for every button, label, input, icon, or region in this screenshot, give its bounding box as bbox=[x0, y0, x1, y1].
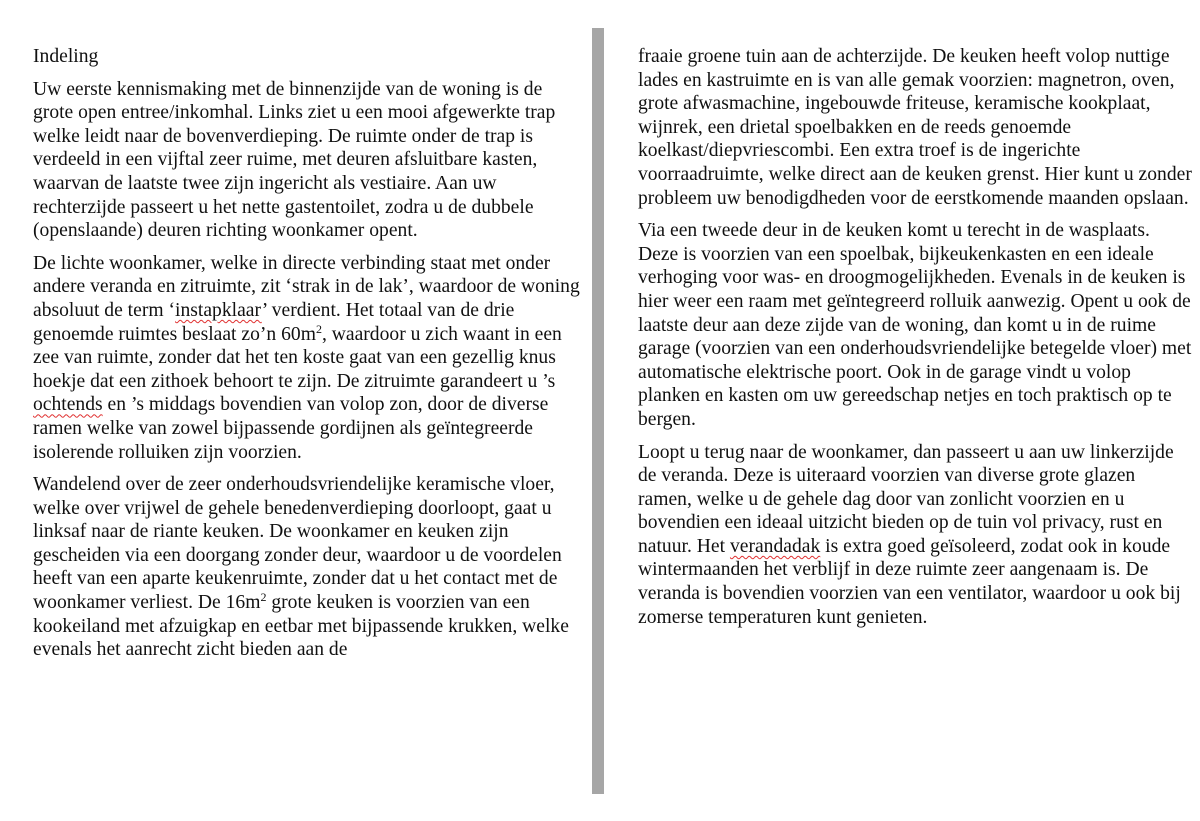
paragraph-veranda bbox=[638, 441, 1193, 630]
column-gap-bar bbox=[592, 28, 604, 794]
text-run: ’ verdient. Het totaal van de drie genoemde ruimtes beslaat zo’n 60m bbox=[33, 299, 515, 345]
paragraph-keuken-vervolg: fraaie groene tuin aan de achterzijde. De keuken heeft volop nuttige lades en kastruimte en is van alle gemak voorzien: magnetron, oven, grote afwasmachine, ingebouwde friteuse, keramische kookplaat, wijnrek, een drietal spoelbakken en de reeds genoemde koelkast/diepvriescombi. Een extra troef is de ingerichte voorraadruimte, welke direct aan de keuken grenst. Hier kunt u zonder probleem uw benodigdheden voor de eerstkomende maanden opslaan. bbox=[638, 46, 1192, 209]
text-run: Wandelend over de zeer onderhoudsvriendelijke keramische vloer, welke over vrijwel de gehele benedenverdieping doorloopt, gaat u linksaf naar de riante keuken. De woonkamer en keuken zijn gescheiden via een doorgang zonder deur, waardoor u de voordelen heeft van een aparte keukenruimte, zonder dat u het contact met de woonkamer verliest. De 16m bbox=[33, 474, 562, 614]
text-run: en ’s middags bovendien van volop zon, door de diverse ramen welke van zowel bijpassende gordijnen als geïntegreerde isolerende rolluiken zijn voorzien. bbox=[33, 394, 549, 463]
left-column bbox=[33, 0, 583, 662]
spellcheck-word-ochtends: ochtends bbox=[33, 394, 103, 416]
text-run: is extra goed geïsoleerd, zodat ook in koude wintermaanden het verblijf in deze ruimte zeer aangenaam is. De veranda is bovendien voorzien van een ventilator, waardoor u ook bij zomerse temperaturen kunt genieten. bbox=[638, 535, 1181, 628]
text-run: De lichte woonkamer, welke in directe verbinding staat met onder andere veranda en zitruimte, zit ‘strak in de lak’, waardoor de woning absoluut de term ‘ bbox=[33, 252, 580, 321]
paragraph-woonkamer bbox=[33, 252, 583, 464]
spellcheck-word-instapklaar: instapklaar bbox=[175, 299, 262, 321]
section-heading: Indeling bbox=[33, 46, 99, 67]
superscript: 2 bbox=[315, 321, 322, 336]
superscript: 2 bbox=[260, 590, 267, 605]
text-run: grote keuken is voorzien van een kookeiland met afzuigkap en eetbar met bijpassende krukken, welke evenals het aanrecht zicht bieden aan de bbox=[33, 592, 569, 661]
paragraph-keuken bbox=[33, 473, 583, 662]
text-run: Loopt u terug naar de woonkamer, dan passeert u aan uw linkerzijde de veranda. Deze is uiteraard voorzien van diverse grote glazen ramen, welke u de gehele dag door van zonlicht voorzien en u bovendien een ideaal uitzicht bieden op de tuin vol privacy, rust en natuur. Het bbox=[638, 441, 1174, 557]
paragraph-wasplaats-garage: Via een tweede deur in de keuken komt u terecht in de wasplaats. Deze is voorzien van een spoelbak, bijkeukenkasten en een ideale verhoging voor was- en droogmogelijkheden. Evenals in de keuken is hier weer een raam met geïntegreerd rolluik aanwezig. Opent u ook de laatste deur aan deze zijde van de woning, dan komt u in de ruime garage (voorzien van een onderhoudsvriendelijke betegelde vloer) met automatische elektrische poort. Ook in de garage vindt u volop planken en kasten om uw gereedschap netjes en toch praktisch op te bergen. bbox=[638, 220, 1192, 430]
right-column bbox=[638, 0, 1193, 629]
paragraph-entree: Uw eerste kennismaking met de binnenzijde van de woning is de grote open entree/inkomhal. Links ziet u een mooi afgewerkte trap welke leidt naar de bovenverdieping. De ruimte onder de trap is verdeeld in een vijftal zeer ruime, met deuren afsluitbare kasten, waarvan de laatste twee zijn ingericht als vestiaire. Aan uw rechterzijde passeert u het nette gastentoilet, zodra u de dubbele (openslaande) deuren richting woonkamer opent. bbox=[33, 78, 556, 242]
spellcheck-word-verandadak: verandadak bbox=[729, 535, 821, 557]
text-run: , waardoor u zich waant in een zee van ruimte, zonder dat het ten koste gaat van een gezellig knus hoekje dat een zithoek behoort te zijn. De zitruimte garandeert u ’s bbox=[33, 323, 562, 392]
